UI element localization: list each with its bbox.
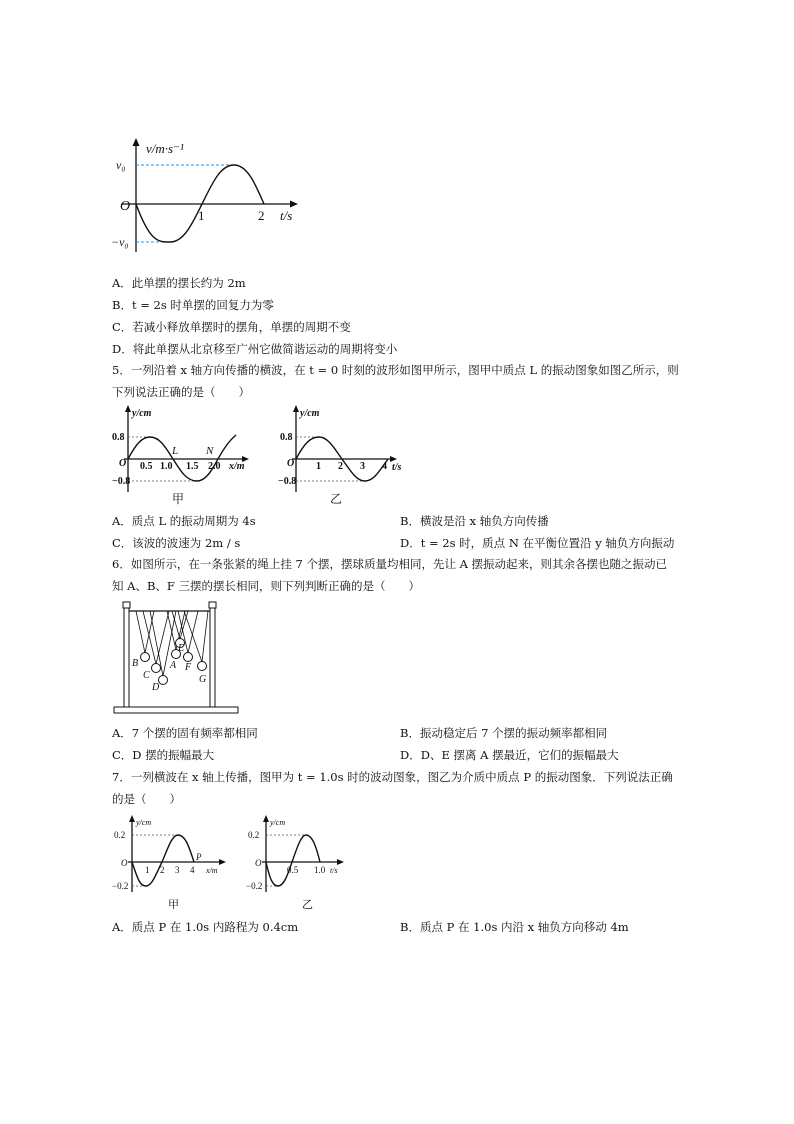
q7-option-b: B．质点 P 在 1.0s 内沿 x 轴负方向移动 4m — [400, 920, 629, 934]
x-axis-label: t/s — [330, 866, 338, 875]
v0-label: v₀ — [116, 158, 126, 172]
q6-option-d: D．D、E 摆离 A 摆最近，它们的振幅最大 — [400, 748, 619, 762]
origin-label: O — [121, 858, 128, 868]
base-board — [114, 707, 238, 713]
q5-option-a: A．质点 L 的振动周期为 4s — [112, 514, 256, 528]
y-axis-label: y/cm — [132, 408, 152, 419]
x-axis-label: x/m — [206, 866, 218, 875]
q5-option-b: B．横波是沿 x 轴负方向传播 — [400, 514, 549, 528]
left-cap — [123, 602, 130, 608]
q4-option-d: D．将此单摆从北京移至广州它做简谐运动的周期将变小 — [112, 342, 398, 356]
x-axis-label: t/s — [392, 462, 402, 473]
label-g: G — [199, 674, 207, 685]
q4-option-c: C．若减小释放单摆时的摆角，单摆的周期不变 — [112, 320, 351, 334]
vibration-curve — [266, 835, 320, 886]
q5-option-d: D．t = 2s 时，质点 N 在平衡位置沿 y 轴负方向振动 — [400, 536, 675, 550]
tick-0-5: 0.5 — [287, 865, 299, 875]
pendulum-ball-b — [141, 653, 150, 662]
tick-1: 1 — [198, 208, 205, 223]
q7-fig-jia-caption: 甲 — [168, 898, 179, 911]
label-b: B — [132, 658, 139, 669]
wave-curve — [128, 435, 236, 481]
q6-option-a: A．7 个摆的固有频率都相同 — [112, 726, 258, 740]
origin-label: O — [287, 458, 295, 469]
left-post — [124, 608, 129, 707]
y-axis-label: y/cm — [300, 408, 320, 419]
y-axis-label: y/cm — [136, 818, 152, 827]
x-axis-label: x/m — [229, 461, 245, 472]
y-axis-arrow — [293, 405, 299, 412]
y-top-label: 0.2 — [114, 830, 126, 840]
y-top-label: 0.8 — [280, 432, 293, 443]
v-axis-arrow — [133, 138, 140, 146]
q4-option-b: B．t = 2s 时单摆的回复力为零 — [112, 298, 274, 312]
tick-1: 1 — [145, 865, 150, 875]
y-top-label: 0.2 — [248, 830, 260, 840]
tick-3: 3 — [175, 865, 180, 875]
label-a: A — [170, 660, 177, 671]
y-axis-arrow — [129, 815, 135, 822]
q6-stem-line2: 知 A、B、F 三摆的摆长相同，则下列判断正确的是（ ） — [112, 579, 421, 593]
tick-1-0: 1.0 — [314, 865, 326, 875]
y-axis-arrow — [125, 405, 131, 412]
y-top-label: 0.8 — [112, 432, 125, 443]
tick-1-0: 1.0 — [160, 461, 173, 472]
tick-2: 2 — [258, 208, 265, 223]
pendulum-ball-c — [152, 664, 161, 673]
y-axis-label: y/cm — [270, 818, 286, 827]
y-axis-arrow — [263, 815, 269, 822]
origin-label: O — [119, 458, 127, 469]
label-c: C — [143, 670, 150, 681]
q6-option-b: B．振动稳定后 7 个摆的振动频率都相同 — [400, 726, 608, 740]
neg-v0-label: −v₀ — [111, 235, 129, 249]
y-bottom-label: −0.2 — [112, 881, 129, 891]
velocity-time-graph — [108, 136, 308, 256]
v-axis-label: v/m·s⁻¹ — [146, 141, 184, 156]
q7-option-a: A．质点 P 在 1.0s 内路程为 0.4cm — [112, 920, 299, 934]
label-e: E — [178, 643, 185, 654]
tick-1: 1 — [316, 461, 321, 472]
point-P-label: P — [196, 852, 202, 862]
t-axis-arrow — [290, 201, 298, 208]
tick-3: 3 — [360, 461, 365, 472]
q7-stem-line2: 的是（ ） — [112, 792, 181, 806]
y-bottom-label: −0.2 — [246, 881, 263, 891]
tick-4: 4 — [190, 865, 195, 875]
origin-label: O — [120, 199, 131, 214]
q7-fig-yi-caption: 乙 — [302, 898, 313, 911]
origin-label: O — [255, 858, 262, 868]
label-d: D — [152, 682, 160, 693]
y-bottom-label: −0.8 — [278, 476, 297, 487]
q5-stem-line1: 5．一列沿着 x 轴方向传播的横波，在 t = 0 时刻的波形如图甲所示，图甲中质点 L 的振动图象如图乙所示，则 — [112, 363, 679, 377]
q4-option-a: A．此单摆的摆长约为 2m — [112, 276, 246, 290]
q5-wave-graph-jia — [112, 404, 262, 504]
t-axis-label: t/s — [280, 208, 293, 223]
q5-option-c: C．该波的波速为 2m / s — [112, 536, 241, 550]
x-axis-arrow — [219, 859, 226, 865]
q5-fig-jia-caption: 甲 — [172, 492, 185, 506]
right-post — [210, 608, 215, 707]
label-f: F — [185, 662, 192, 673]
q7-wave-graph-jia — [112, 814, 242, 896]
pendulum-ball-g — [198, 662, 207, 671]
point-L-label: L — [172, 445, 179, 457]
tick-2: 2 — [338, 461, 343, 472]
right-cap — [209, 602, 216, 608]
pendulum-ball-f — [184, 653, 193, 662]
q5-stem-line2: 下列说法正确的是（ ） — [112, 385, 250, 399]
q7-vibration-graph-yi — [246, 814, 358, 896]
tick-2-0: 2.0 — [208, 461, 221, 472]
q7-stem-line1: 7．一列横波在 x 轴上传播，图甲为 t = 1.0s 时的波动图象，图乙为介质中质点 P 的振动图象．下列说法正确 — [112, 770, 673, 784]
y-bottom-label: −0.8 — [112, 476, 131, 487]
q5-fig-yi-caption: 乙 — [330, 492, 343, 506]
tick-2: 2 — [160, 865, 165, 875]
q6-option-c: C．D 摆的振幅最大 — [112, 748, 215, 762]
pendulum-ball-d — [159, 676, 168, 685]
q6-stem-line1: 6．如图所示，在一条张紧的绳上挂 7 个摆，摆球质量均相同，先让 A 摆振动起来，则其余各摆也随之振动已 — [112, 557, 668, 571]
x-axis-arrow — [337, 859, 344, 865]
wave-curve — [132, 835, 194, 886]
tick-0-5: 0.5 — [140, 461, 153, 472]
point-N-label: N — [206, 445, 214, 457]
tick-4: 4 — [382, 461, 387, 472]
q6-pendulum-apparatus — [112, 600, 242, 718]
q5-vibration-graph-yi — [278, 404, 418, 504]
tick-1-5: 1.5 — [186, 461, 199, 472]
